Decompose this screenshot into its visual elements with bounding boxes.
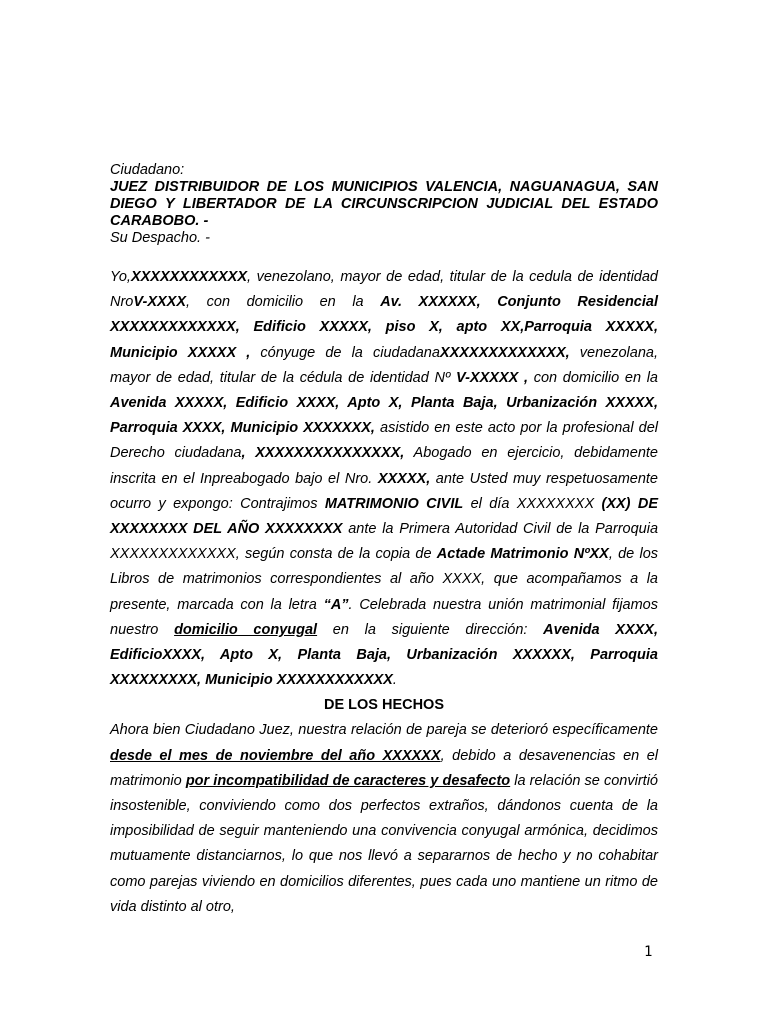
text-run: cónyuge de la ciudadana [250,344,440,361]
text-run: en la siguiente dirección: [317,621,544,638]
text-run: ante Usted muy respetuosamente ocurro y expongo: Contrajimos [110,470,658,512]
intro-paragraph [110,265,658,693]
text-run: el día XXXXXXXX [463,495,602,512]
text-run: Yo, [110,269,131,285]
marriage-type: MATRIMONIO CIVIL [324,495,464,512]
salutation: Ciudadano: [110,162,185,178]
text-run: venezolana, mayor de edad, titular de la cédula de identidad Nº [110,344,658,386]
text-run: . [392,672,397,689]
text-run: con domicilio en la [528,369,658,386]
petition-body [110,265,658,920]
annex-letter: “A” [323,596,349,613]
text-run: ante la Primera Autoridad Civil de la Parroquia XXXXXXXXXXXXX, según consta de la copia de [110,521,659,563]
text-run: . Celebrada nuestra unión matrimonial fijamos nuestro [110,596,658,638]
petitioner-address: Av. XXXXXX, Conjunto Residencial XXXXXXXXXXXXX, Edificio XXXXX, piso X, apto XX,Parroquia XXXXX, Municipio XXXXX , [110,294,658,361]
conjugal-domicile-label: domicilio conyugal [174,621,318,638]
text-run: la relación se convirtió insostenible, conviviendo como dos perfectos extraños, dándonos cuenta de la imposibilidad de seguir manteniendo una convivencia conyugal armónica, decidimos mutuamente distanciarnos, lo que nos llevó a separarnos de hecho y no cohabitar como parejas viviendo en domicilios diferentes, pues cada uno mantiene un ritmo de vida distinto al otro, [110,772,658,915]
court-name: JUEZ DISTRIBUIDOR DE LOS MUNICIPIOS VALENCIA, NAGUANAGUA, SAN DIEGO Y LIBERTADOR DE LA CIRCUNSCRIPCION JUDICIAL DEL ESTADO CARABOBO. - [110,179,658,229]
lawyer-name: , XXXXXXXXXXXXXXX, [241,445,405,462]
addressee-block [110,162,658,247]
document-page [110,162,658,920]
page-number: 1 [644,944,653,960]
petitioner-id: V-XXXX [133,294,187,311]
facts-paragraph [110,718,658,920]
inpreabogado-number: XXXXX, [377,470,431,487]
separation-date: desde el mes de noviembre del año XXXXXX [110,747,441,764]
text-run: , venezolano, mayor de edad, titular de la cedula de identidad Nro [110,269,658,311]
marriage-date: (XX) DE XXXXXXXX DEL AÑO XXXXXXXX [110,495,658,538]
text-run: , con domicilio en la [186,294,381,311]
separation-cause: por incompatibilidad de caracteres y desafecto [185,772,511,789]
text-run: , debido a desavenencias en el matrimonio [110,747,658,789]
spouse-id: V-XXXXX , [455,369,529,386]
text-run: , de los Libros de matrimonios correspondientes al año XXXX, que acompañamos a la presente, marcada con la letra [110,546,659,613]
marriage-certificate: Actade Matrimonio NºXX [436,546,609,563]
closing-line: Su Despacho. - [110,230,210,246]
conjugal-address: Avenida XXXX, EdificioXXXX, Apto X, Planta Baja, Urbanización XXXXXX, Parroquia XXXXXXXXX, Municipio XXXXXXXXXXXX [110,621,659,689]
text-run: Ahora bien Ciudadano Juez, nuestra relación de pareja se deterioró específicamente [110,722,658,739]
spouse-address: Avenida XXXXX, Edificio XXXX, Apto X, Planta Baja, Urbanización XXXXX, Parroquia XXXX, Municipio XXXXXXX, [110,395,658,437]
text-run: Abogado en ejercicio, debidamente inscrita en el Inpreabogado bajo el Nro. [110,445,658,487]
petitioner-name: XXXXXXXXXXXX [130,269,248,285]
spouse-name: XXXXXXXXXXXXX, [439,344,570,361]
section-title-hechos: DE LOS HECHOS [323,697,445,714]
text-run: asistido en este acto por la profesional del Derecho ciudadana [110,420,658,462]
